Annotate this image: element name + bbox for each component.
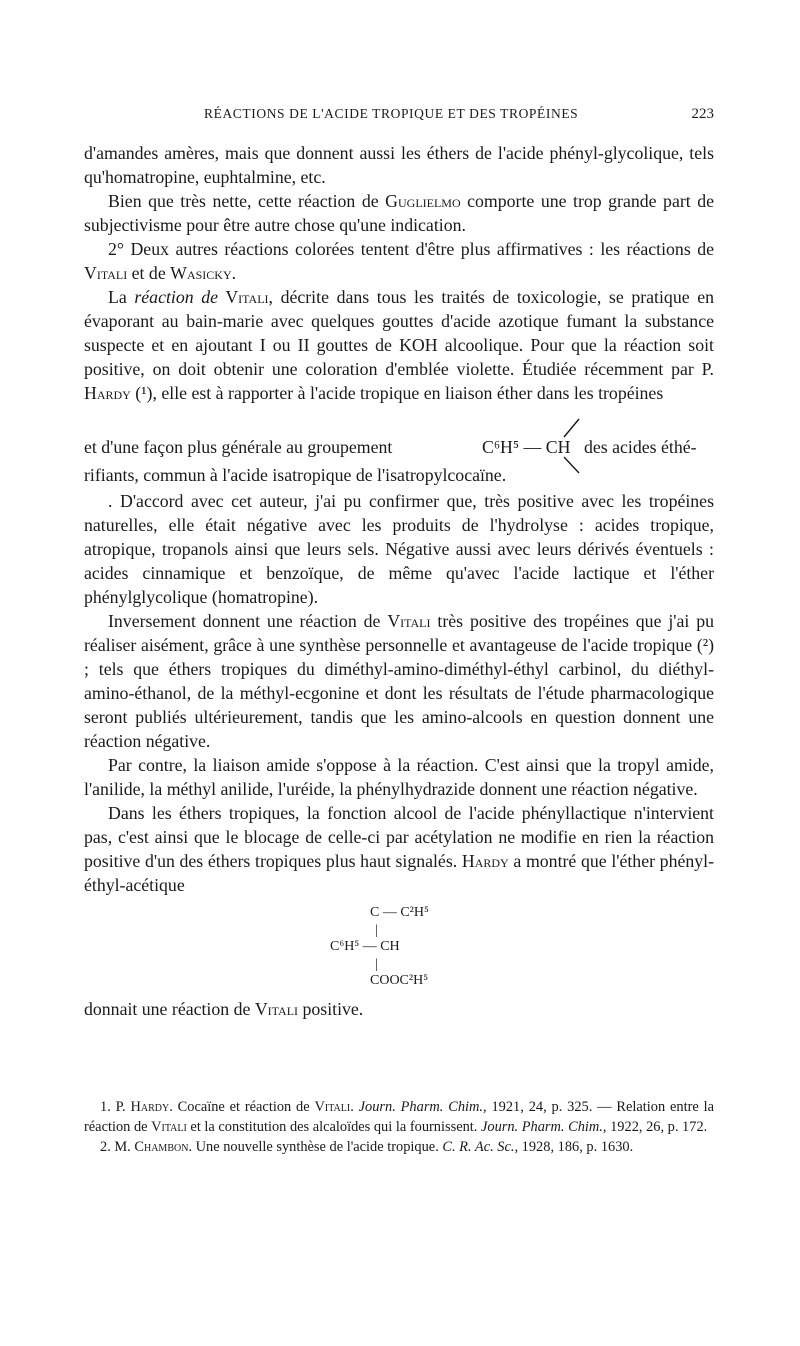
author-name: Wasicky xyxy=(170,263,232,283)
page-number: 223 xyxy=(691,106,714,122)
main-text xyxy=(84,141,714,1021)
structural-formula: C — C²H⁵ | C⁶H⁵ — CH | COOC²H⁵ xyxy=(84,897,714,997)
paragraph-6: Inversement donnent une réaction de Vitali très positive des tropéines que j'ai pu réaliser aisément, grâce à une synthèse personnelle et avantageuse de l'acide tropique (²) ; tels que éthers tropiques du diméthyl-amino-diméthyl-éthyl carbinol, du diéthyl-amino-éthanol, de la méthyl-ecgonine et dont les résultats de l'étude pharmacologique seront publiés ultérieurement, tandis que les amino-alcools en question donnent une réaction négative. xyxy=(84,611,714,751)
running-title: RÉACTIONS DE L'ACIDE TROPIQUE ET DES TROPÉINES xyxy=(204,106,579,121)
paragraph-7: Par contre, la liaison amide s'oppose à la réaction. C'est ainsi que la tropyl amide, l'anilide, la méthyl anilide, l'uréide, la phénylhydrazide donnent une réaction négative. xyxy=(84,755,714,799)
formula-top: C — C²H⁵ xyxy=(370,905,429,920)
author-name: Vitali xyxy=(218,287,269,307)
paragraph-4: La réaction de Vitali, décrite dans tous les traités de toxicologie, se pratique en évaporant au bain-marie avec quelques gouttes d'acide azotique fumant la substance suspecte et en ajoutant I ou II gouttes de KOH alcoolique. Pour que la réaction soit positive, on doit obtenir une coloration d'emblée violette. Étudiée récemment par P. Hardy (¹), elle est à rapporter à l'acide tropique en liaison éther dans les tropéines xyxy=(84,287,714,403)
author-name: Vitali xyxy=(254,999,299,1019)
author-name: Hardy xyxy=(84,383,131,403)
author-name: Vitali xyxy=(387,611,431,631)
formula-middle: C⁶H⁵ — CH xyxy=(330,939,400,954)
paragraph-5: . D'accord avec cet auteur, j'ai pu confirmer que, très positive avec les tropéines naturelles, elle était négative avec les produits de l'hydrolyse : acides tropique, atropique, tropanols ainsi que leurs sels. Négative aussi avec leurs dérivés éventuels : acides cinnamique et benzoïque, de même qu'avec l'acide lactique et l'éther phénylglycolique (homatropine). xyxy=(84,491,714,607)
author-name: Guglielmo xyxy=(385,191,461,211)
footnote-ref: (¹) xyxy=(135,383,153,403)
chemical-group: C⁶H⁵ — CH xyxy=(482,437,571,457)
paragraph-2: Bien que très nette, cette réaction de Guglielmo comporte une trop grande part de subjectivisme pour être autre chose qu'une indication. xyxy=(84,191,714,235)
paragraph-8: Dans les éthers tropiques, la fonction alcool de l'acide phényllactique n'intervient pas, c'est ainsi que le blocage de celle-ci par acétylation ne modifie en rien la réaction positive d'un des éthers tropiques plus haut signalés. Hardy a montré que l'éther phényl-éthyl-acétique xyxy=(84,803,714,895)
inline-formula-group: et d'une façon plus générale au groupement C⁶H⁵ — CH des acides éthé- rifiants, commun à l'acide isatropique de l'isatropylcocaïne. xyxy=(84,405,714,489)
footnote-2: 2. M. Chambon. Une nouvelle synthèse de l'acide tropique. C. R. Ac. Sc., 1928, 186, p. 1630. xyxy=(100,1139,634,1155)
paragraph-3: 2° Deux autres réactions colorées tentent d'être plus affirmatives : les réactions de Vitali et de Wasicky. xyxy=(84,239,714,283)
footnote-1: 1. P. Hardy. Cocaïne et réaction de Vitali. Journ. Pharm. Chim., 1921, 24, p. 325. — Relation entre la réaction de Vitali et la constitution des alcaloïdes qui la fournissent. Journ. Pharm. Chim., 1922, 26, p. 172. xyxy=(84,1099,714,1135)
paragraph-1: d'amandes amères, mais que donnent aussi les éthers de l'acide phényl-glycolique, tels qu'homatropine, euphtalmine, etc. xyxy=(84,143,714,187)
author-name: Hardy xyxy=(461,851,509,871)
running-header xyxy=(84,106,714,126)
paragraph-9: donnait une réaction de Vitali positive. xyxy=(84,999,364,1019)
footnotes xyxy=(84,1097,714,1157)
formula-bottom: COOC²H⁵ xyxy=(370,973,429,988)
author-name: Vitali xyxy=(84,263,128,283)
